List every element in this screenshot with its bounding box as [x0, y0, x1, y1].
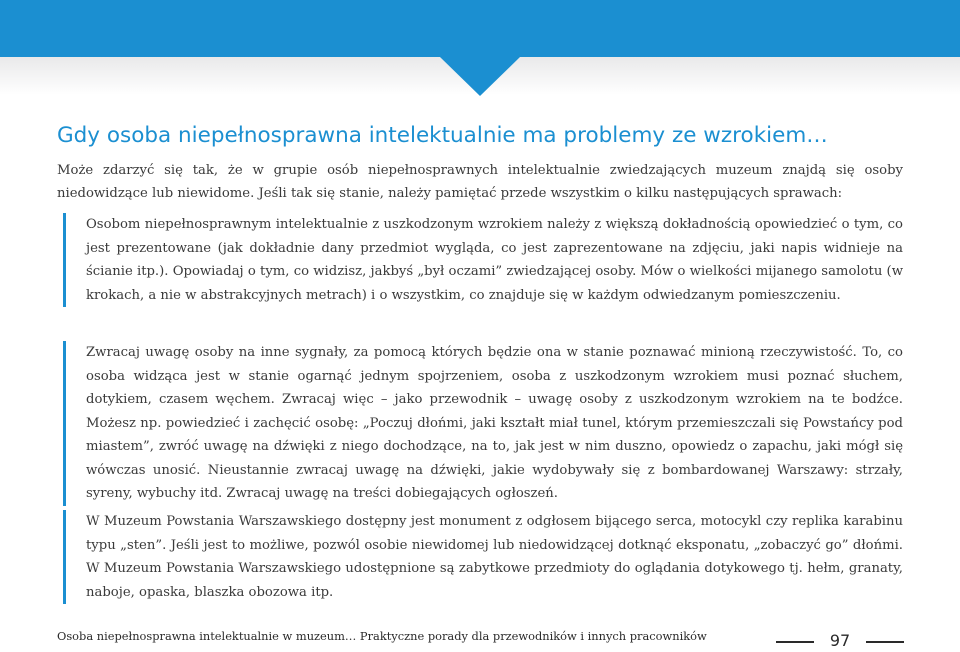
block-paragraph: Zwracaj uwagę osoby na inne sygnały, za pomocą których będzie ona w stanie poznawać minioną rzeczywistość. To, co osoba widząca jest w stanie ogarnąć jednym spojrzeniem, osoba z uszkodzonym wzrokiem musi poznać słuchem, dotykiem, czasem węchem. Zwracaj więc – jako przewodnik – uwagę osoby z uszkodzonym wzrokiem na te bodźce. Możesz np. powiedzieć i zachęcić osobę: „Poczuj dłońmi, jaki kształt miał tunel, którym przemieszczali się Powstańcy pod miastem”, zwróć uwagę na dźwięki z niego dochodzące, na to, jak jest w nim duszno, opowiedz o zapachu, jaki mógł się wówczas unosić. Nieustannie zwracaj uwagę na dźwięki, jakie wydobywały się z bombardowanej Warszawy: strzały, syreny, wybuchy itd. Zwracaj uwagę na treści dobiegających ogłoszeń. — [86, 345, 903, 501]
page-number: 97 — [829, 631, 851, 650]
section-heading: Gdy osoba niepełnosprawna intelektualnie ma problemy ze wzrokiem… — [57, 123, 828, 148]
footer-rule-right — [866, 641, 904, 643]
quote-block-touch-exhibits — [63, 510, 903, 604]
footer-running-title: Osoba niepełnosprawna intelektualnie w muzeum… Praktyczne porady dla przewodników i innych pracowników — [57, 629, 707, 643]
top-arrow-notch — [440, 57, 520, 96]
intro-paragraph: Może zdarzyć się tak, że w grupie osób niepełnosprawnych intelektualnie zwiedzających muzeum znajdą się osoby niedowidzące lub niewidome. Jeśli tak się stanie, należy pamiętać przede wszystkim o kilku następujących sprawach: — [57, 163, 903, 201]
block-paragraph: W Muzeum Powstania Warszawskiego dostępny jest monument z odgłosem bijącego serca, motocykl czy replika karabinu typu „sten”. Jeśli jest to możliwe, pozwól osobie niewidomej lub niedowidzącej dotknąć eksponatu, „zobaczyć go” dłońmi. W Muzeum Powstania Warszawskiego udostępnione są zabytkowe przedmioty do oglądania dotykowego tj. hełm, granaty, naboje, opaska, blaszka obozowa itp. — [86, 514, 903, 600]
quote-block-other-senses — [63, 341, 903, 506]
quote-block-visual-description — [63, 213, 903, 307]
footer-rule-left — [776, 641, 814, 643]
top-color-band — [0, 0, 960, 57]
block-paragraph: Osobom niepełnosprawnym intelektualnie z uszkodzonym wzrokiem należy z większą dokładnością opowiedzieć o tym, co jest prezentowane (jak dokładnie dany przedmiot wygląda, co jest zaprezentowane na zdjęciu, jaki napis widnieje na ścianie itp.). Opowiadaj o tym, co widzisz, jakbyś „był oczami” zwiedzającej osoby. Mów o wielkości mijanego samolotu (w krokach, a nie w abstrakcyjnych metrach) i o wszystkim, co znajduje się w każdym odwiedzanym pomieszczeniu. — [86, 217, 903, 303]
